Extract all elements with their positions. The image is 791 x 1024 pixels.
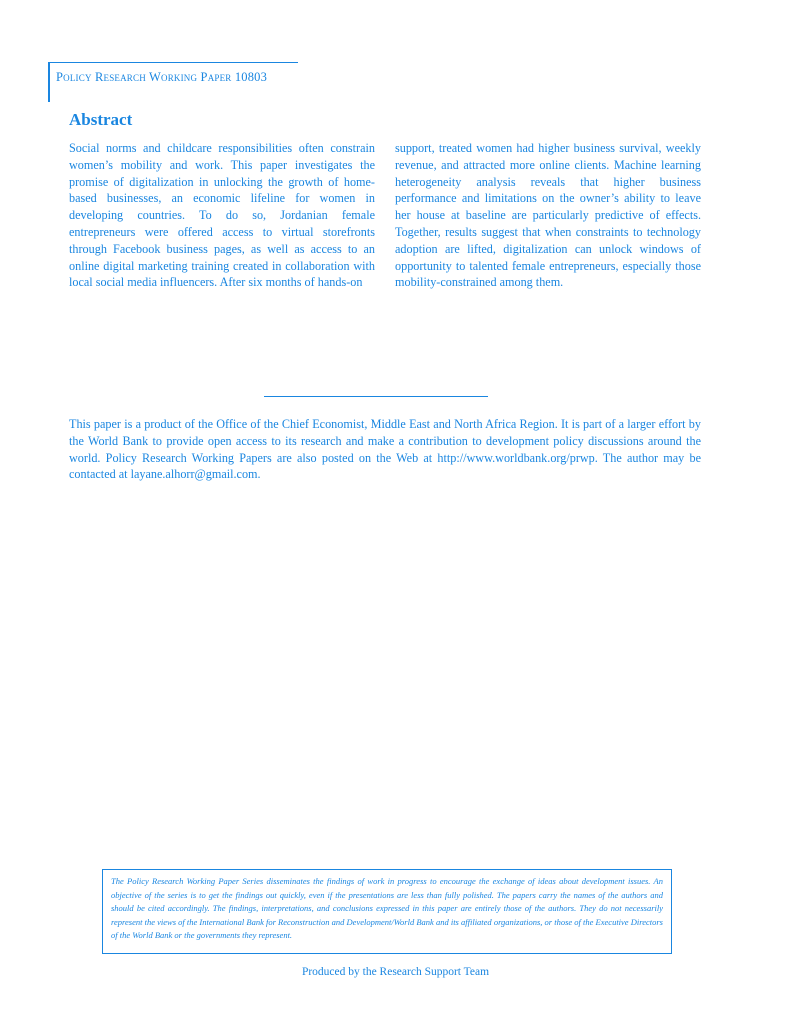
abstract-right-column: support, treated women had higher business survival, weekly revenue, and attracted more online clients. Machine learning heterogeneity analysis reveals that higher business performance and limitations on the owner’s ability to leave her house at baseline are particularly predictive of effects. Together, results suggest that when constraints to technology adoption are lifted, digitalization can unlock windows of opportunity to talented female entrepreneurs, especially those mobility-constrained among them. <box>395 141 701 290</box>
series-title: Policy Research Working Paper 10803 <box>56 70 268 84</box>
section-divider <box>264 396 488 397</box>
disclaimer-box <box>102 869 672 954</box>
produced-by-footer: Produced by the Research Support Team <box>301 966 490 978</box>
disclaimer-text: The Policy Research Working Paper Series disseminates the findings of work in progress to encourage the exchange of ideas about development issues. An objective of the series is to get the findings out quickly, even if the presentations are less than fully polished. The papers carry the names of the authors and should be cited accordingly. The findings, interpretations, and conclusions expressed in this paper are entirely those of the authors. They do not necessarily represent the views of the International Bank for Reconstruction and Development/World Bank and its affiliated organizations, or those of the Executive Directors of the World Bank or the governments they represent. <box>111 876 663 941</box>
abstract-left-column: Social norms and childcare responsibilities often constrain women’s mobility and work. This paper investigates the promise of digitalization in unlocking the growth of home-based businesses, an economic lifeline for women in developing countries. To do so, Jordanian female entrepreneurs were offered access to virtual storefronts through Facebook business pages, as well as access to an online digital marketing training created in collaboration with local social media influencers. After six months of hands-on <box>69 141 375 290</box>
product-note: This paper is a product of the Office of the Chief Economist, Middle East and North Africa Region. It is part of a larger effort by the World Bank to provide open access to its research and make a contribution to development policy discussions around the world. Policy Research Working Papers are also posted on the Web at http://www.worldbank.org/prwp. The author may be contacted at layane.alhorr@gmail.com. <box>69 417 701 482</box>
abstract-heading: Abstract <box>69 110 133 129</box>
series-header <box>48 62 298 102</box>
